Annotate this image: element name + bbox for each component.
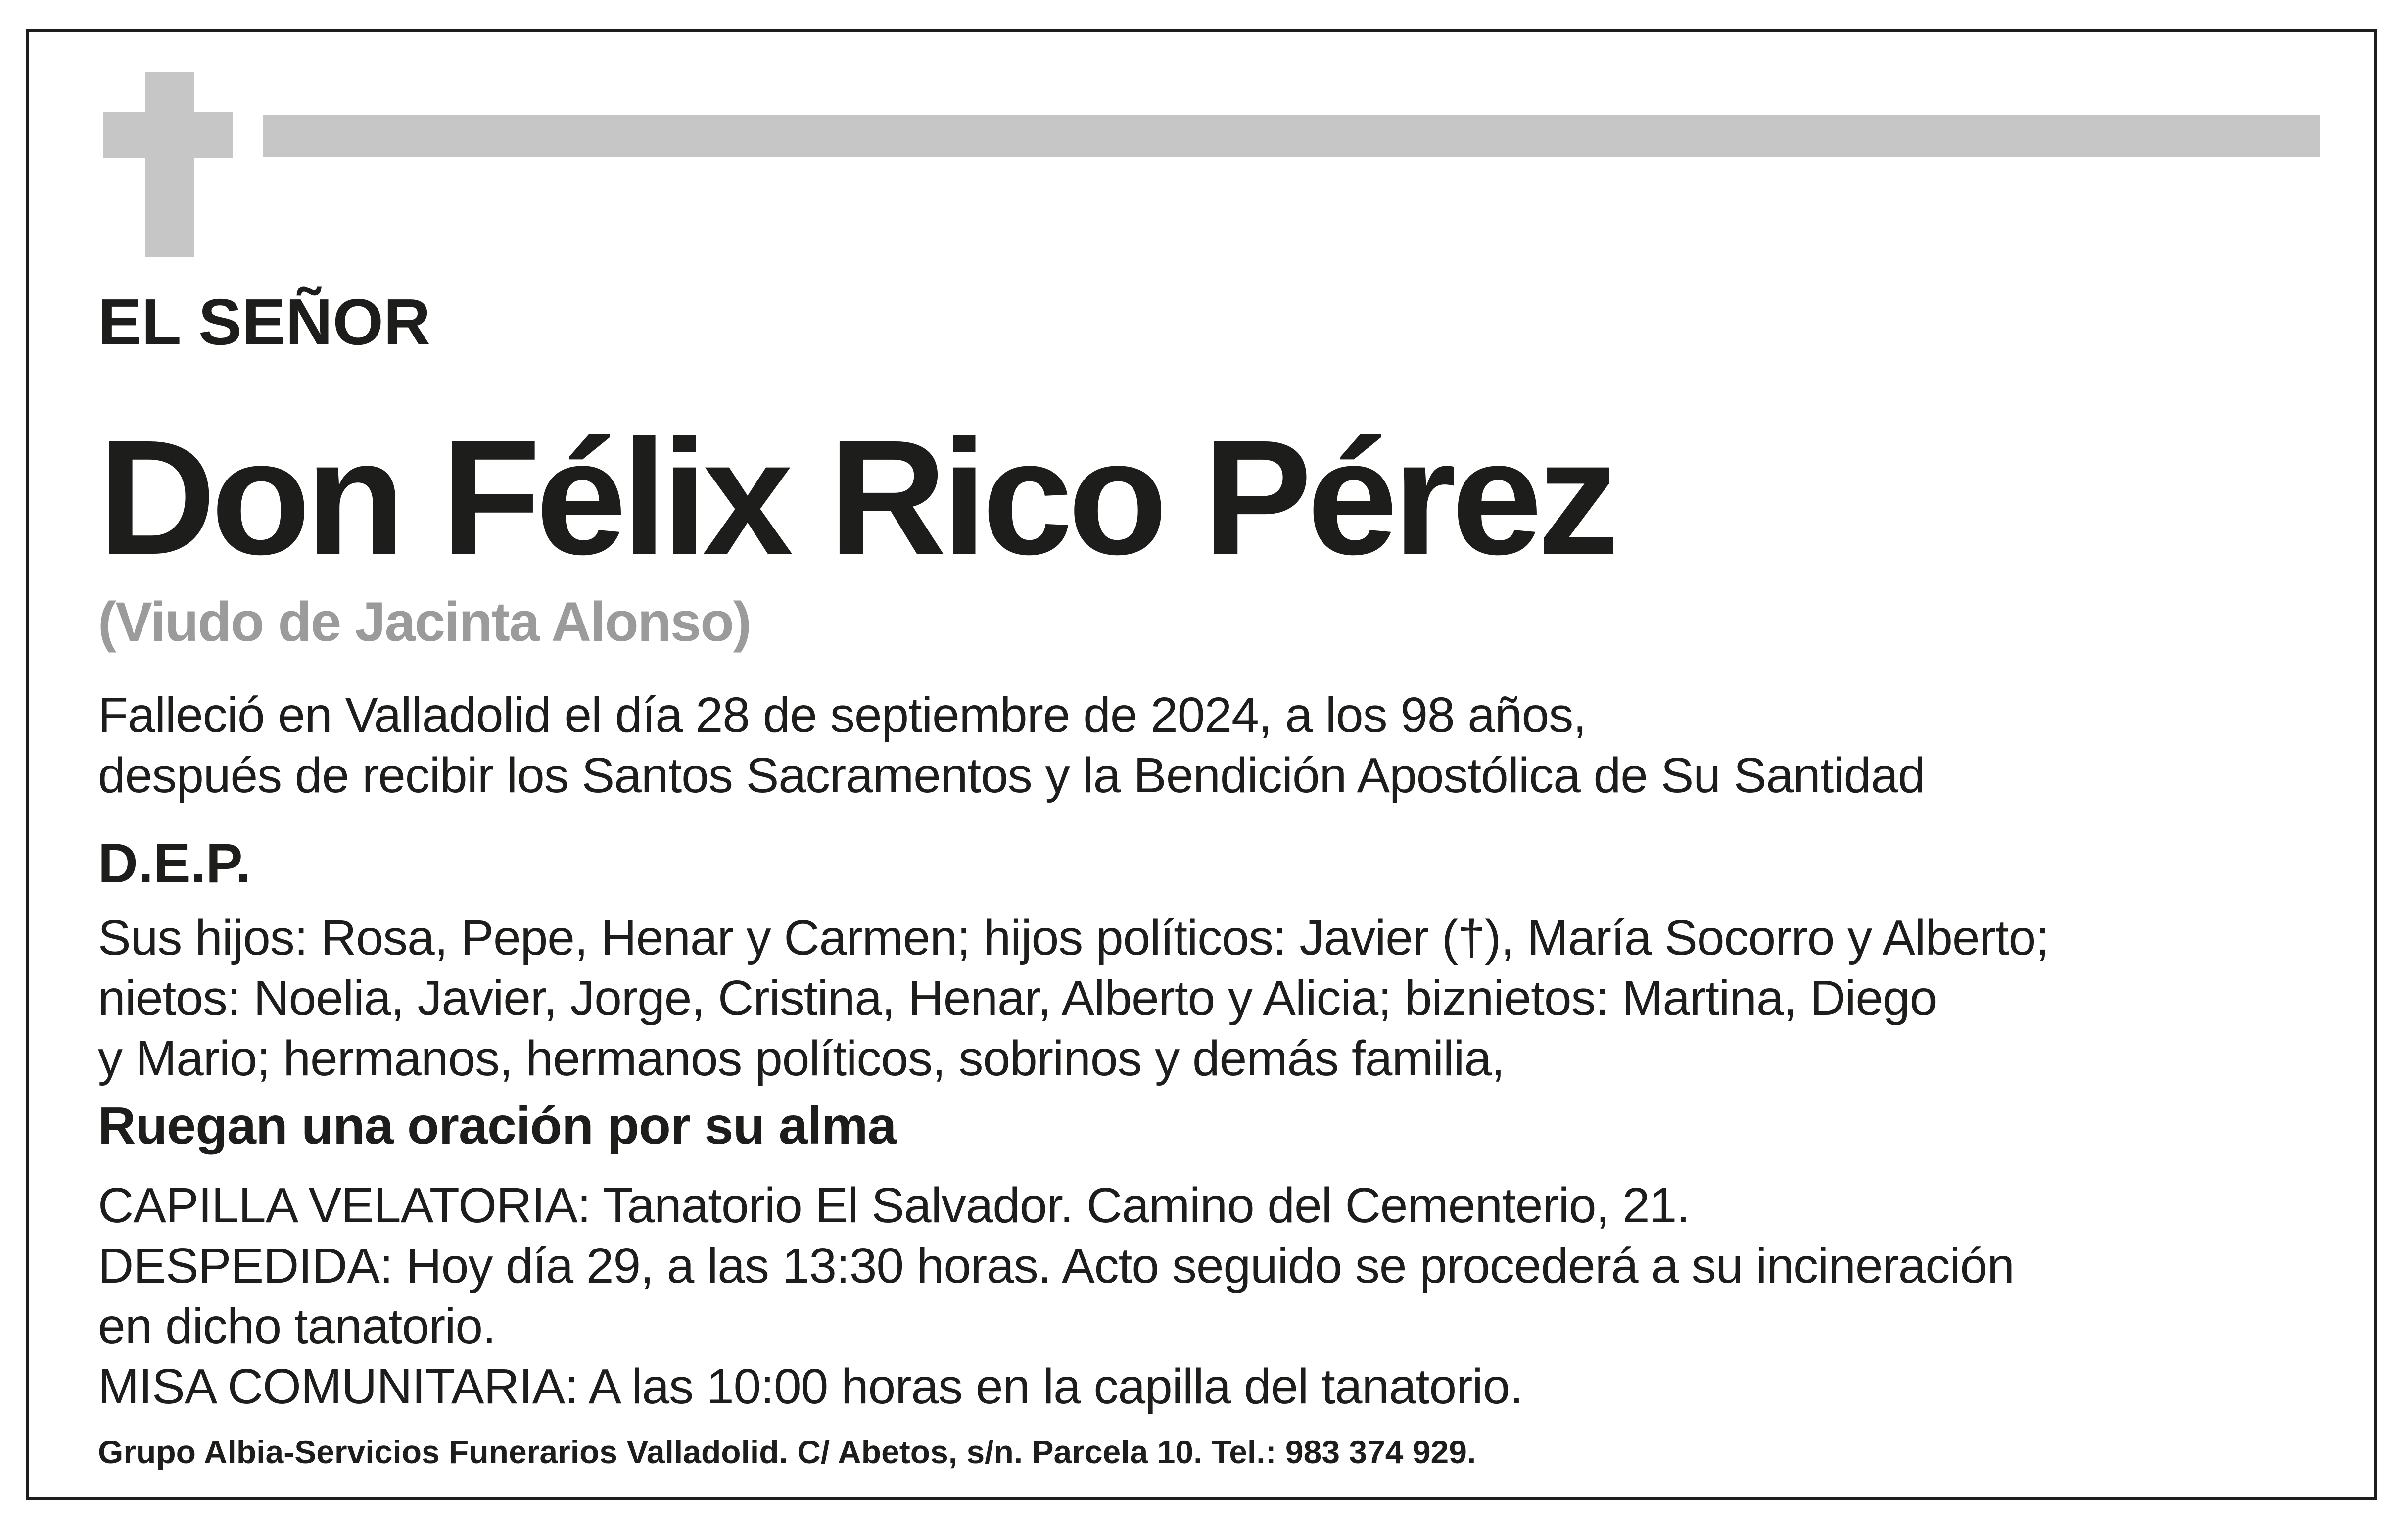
family-line: nietos: Noelia, Javier, Jorge, Cristina, Henar, Alberto y Alicia; biznietos: Martina, Diego xyxy=(98,970,1937,1026)
widower-note: (Viudo de Jacinta Alonso) xyxy=(98,591,751,653)
service-details xyxy=(98,1175,2014,1417)
notice-title: EL SEÑOR xyxy=(98,286,431,358)
service-line: DESPEDIDA: Hoy día 29, a las 13:30 horas. Acto seguido se procederá a su incineración xyxy=(98,1238,2014,1294)
death-line: después de recibir los Santos Sacramentos y la Bendición Apostólica de Su Santidad xyxy=(98,748,1925,803)
death-line: Falleció en Valladolid el día 28 de septiembre de 2024, a los 98 años, xyxy=(98,687,1586,743)
cross-icon xyxy=(145,72,194,257)
family-line: Sus hijos: Rosa, Pepe, Henar y Carmen; hijos políticos: Javier (†), María Socorro y Alberto; xyxy=(98,910,2049,965)
family-list xyxy=(98,908,2049,1089)
service-line: MISA COMUNITARIA: A las 10:00 horas en la capilla del tanatorio. xyxy=(98,1359,1523,1414)
service-line: CAPILLA VELATORIA: Tanatorio El Salvador. Camino del Cementerio, 21. xyxy=(98,1178,1690,1233)
service-line: en dicho tanatorio. xyxy=(98,1298,496,1354)
prayer-request: Ruegan una oración por su alma xyxy=(98,1097,897,1155)
family-line: y Mario; hermanos, hermanos políticos, sobrinos y demás familia, xyxy=(98,1031,1505,1086)
header-bar xyxy=(263,115,2320,157)
rip-label: D.E.P. xyxy=(98,832,251,894)
death-announcement xyxy=(98,685,1925,806)
funeral-home-footer: Grupo Albia-Servicios Funerarios Valladolid. C/ Abetos, s/n. Parcela 10. Tel.: 983 374 929. xyxy=(98,1434,1476,1470)
deceased-name: Don Félix Rico Pérez xyxy=(98,406,1614,588)
cross-icon-arm xyxy=(103,112,233,158)
